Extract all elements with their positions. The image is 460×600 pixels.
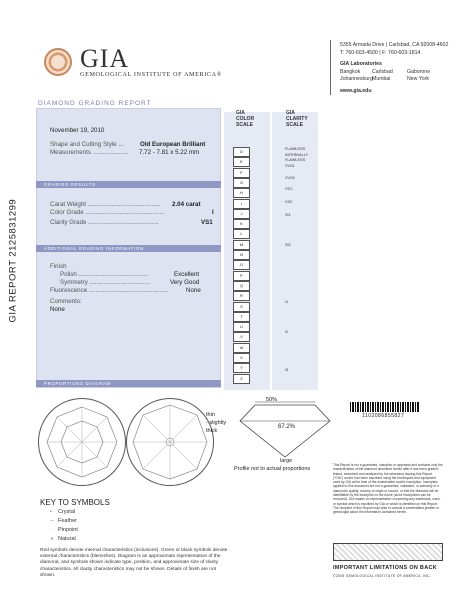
color-grade-box: V xyxy=(233,332,250,342)
girdle-slightly: - slightly xyxy=(206,420,227,426)
symbols-footnote: Red symbols denote internal characteristics (inclusions). Green or black symbols denote external characteristics (blemishes). Diagram is an approximate representation of the diamond, and symbols shown indicate type, position, and approximate size of clarity characteristics. All clarity characteristics may not be shown. Details of finish are not shown. xyxy=(40,548,228,578)
culet-size: large xyxy=(280,458,293,464)
finish-label: Finish xyxy=(50,263,67,270)
symmetry-label: Symmetry ................................... xyxy=(60,279,150,286)
color-grade-box: N xyxy=(233,250,250,260)
pavilion-facet-lines xyxy=(127,399,213,485)
clarity-grade-label: I3 xyxy=(285,368,289,372)
color-grade-box: E xyxy=(233,157,250,167)
measurements-value: 7.72 - 7.81 x 5.22 mm xyxy=(139,149,200,156)
lab-city: New York xyxy=(407,76,429,82)
gia-logo-text: GIA xyxy=(80,44,130,73)
legal-disclaimer: This Report is not a guarantee, valuation or appraisal and contains only the characteristics of the diamond described herein after it has been graded, tested, examined and analyzed by the laboratory issuing this Report ("GIA") and/or has been inscribed using the techniques and equipment used by GIA at the time of the examination and/or inscription. Inscription applied to this document are not a guarantee, validation, or warranty of a diamond's quality, country of origin or source, or that the diamond will be identifiable by the inscription in the future (since inscriptions can be removed). GIA makes no representation concerning any trademark, word, or symbol which is inscribed by GIA or which is identified on this Report. The recipient of this Report may wish to consult a credentialed jeweler or gemologist about the information contained herein. xyxy=(333,463,443,515)
color-grade-box: W xyxy=(233,343,250,353)
crystal-symbol-icon: • xyxy=(50,509,52,515)
shape-label: Shape and Cutting Style ... xyxy=(50,141,124,148)
key-item: Pinpoint xyxy=(58,527,78,533)
website-link[interactable]: www.gia.edu xyxy=(340,88,372,94)
key-item: Natural xyxy=(58,536,76,542)
crown-facet-lines xyxy=(39,399,125,485)
comments-label: Comments: xyxy=(50,298,82,305)
fluorescence-label: Fluorescence .............................................. xyxy=(50,287,168,294)
color-grade-box: U xyxy=(233,322,250,332)
shape-value: Old European Brilliant xyxy=(140,141,206,148)
color-grade-box: R xyxy=(233,291,250,301)
clarity-grade-label: VS1 xyxy=(285,187,293,191)
fluorescence-value: None xyxy=(186,287,201,294)
security-hologram xyxy=(333,543,443,561)
clarity-grade-label: FLAWLESS xyxy=(285,147,306,151)
report-title: DIAMOND GRADING REPORT xyxy=(38,100,152,107)
depth-percentage: 67.2% xyxy=(278,424,296,430)
barcode xyxy=(350,402,420,412)
clarity-scale-title: GIA CLARITY SCALE xyxy=(286,110,308,128)
carat-value: 2.04 carat xyxy=(172,201,201,208)
color-grade-box: D xyxy=(233,147,250,157)
clarity-grade-label: I1 xyxy=(285,300,289,304)
color-grade-box: Q xyxy=(233,281,250,291)
lab-city: Johannesburg xyxy=(340,76,373,82)
lab-city: Gaborone xyxy=(407,69,431,75)
color-grade-box: L xyxy=(233,229,250,239)
gia-logo-subtitle: GEMOLOGICAL INSTITUTE OF AMERICA® xyxy=(80,71,222,78)
lab-city: Carlsbad xyxy=(372,69,393,75)
gia-seal-logo xyxy=(44,48,72,76)
color-value: I xyxy=(212,209,214,216)
color-grade-box: Z xyxy=(233,374,250,384)
copyright-notice: ©2008 GEMOLOGICAL INSTITUTE OF AMERICA, INC. xyxy=(333,574,432,578)
color-grade-box: H xyxy=(233,188,250,198)
labs-title: GIA Laboratories xyxy=(340,61,382,67)
barcode-number: 1102086855827 xyxy=(362,413,405,419)
additional-info-header: ADDITIONAL GRADING INFORMATION xyxy=(36,245,221,252)
polish-label: Polish ......................................... xyxy=(60,271,150,278)
color-grade-box: K xyxy=(233,219,250,229)
color-grade-box: J xyxy=(233,209,250,219)
color-scale-title: GIA COLOR SCALE xyxy=(236,110,255,128)
color-grade-box: I xyxy=(233,199,250,209)
table-percentage: 50% xyxy=(266,397,278,403)
key-item: Feather xyxy=(58,518,77,524)
color-label: Color Grade .............................................. xyxy=(50,209,165,216)
address-line-2: T: 760-603-4500 | F: 760-603-1814 xyxy=(340,50,421,56)
header-divider xyxy=(330,40,331,95)
key-title: KEY TO SYMBOLS xyxy=(40,498,110,507)
clarity-grade-label: VVS1 xyxy=(285,164,295,168)
clarity-grade-label: VS2 xyxy=(285,200,293,204)
side-report-number: GIA REPORT 2125831299 xyxy=(7,198,19,323)
proportions-header: PROPORTIONS DIAGRAM xyxy=(36,380,221,387)
color-grade-box: X xyxy=(233,353,250,363)
crown-plot-diagram xyxy=(38,398,126,486)
color-grade-box: Y xyxy=(233,363,250,373)
girdle-thin: thin xyxy=(206,412,215,418)
color-grade-box: F xyxy=(233,168,250,178)
grading-results-header: GRADING RESULTS xyxy=(36,181,221,188)
girdle-thick: thick xyxy=(206,428,218,434)
clarity-grade-label: I2 xyxy=(285,330,289,334)
pavilion-plot-diagram xyxy=(126,398,214,486)
color-grade-box: M xyxy=(233,240,250,250)
clarity-grade-label: SI2 xyxy=(285,243,291,247)
clarity-label: Clarity Grade ......................................... xyxy=(50,219,159,226)
profile-diagram xyxy=(230,395,340,465)
important-limitations: IMPORTANT LIMITATIONS ON BACK xyxy=(333,565,438,571)
address-line-1: 5355 Armada Drive | Carlsbad, CA 92008-4602 xyxy=(340,42,449,48)
natural-symbol-icon: ∧ xyxy=(50,536,54,542)
lab-city: Bangkok xyxy=(340,69,361,75)
profile-caption: Profile not to actual proportions xyxy=(234,466,311,472)
pinpoint-symbol-icon: · xyxy=(50,527,52,533)
comments-value: None xyxy=(50,306,65,313)
symmetry-value: Very Good xyxy=(170,279,200,286)
clarity-grade-label: SI1 xyxy=(285,213,291,217)
color-grade-box: T xyxy=(233,312,250,322)
color-grade-box: P xyxy=(233,271,250,281)
color-grade-box: G xyxy=(233,178,250,188)
clarity-value: VS1 xyxy=(201,219,213,226)
feather-symbol-icon: ∼ xyxy=(50,518,55,524)
measurements-label: Measurements ..................... xyxy=(50,149,129,156)
color-grade-box: S xyxy=(233,302,250,312)
report-date: November 19, 2010 xyxy=(50,127,105,134)
polish-value: Excellent xyxy=(174,271,200,278)
clarity-grade-label: VVS2 xyxy=(285,176,295,180)
key-item: Crystal xyxy=(58,509,76,515)
clarity-grade-label: INTERNALLY FLAWLESS xyxy=(285,153,309,162)
lab-city: Mumbai xyxy=(372,76,391,82)
carat-label: Carat Weight .......................................... xyxy=(50,201,160,208)
color-grade-box: O xyxy=(233,260,250,270)
